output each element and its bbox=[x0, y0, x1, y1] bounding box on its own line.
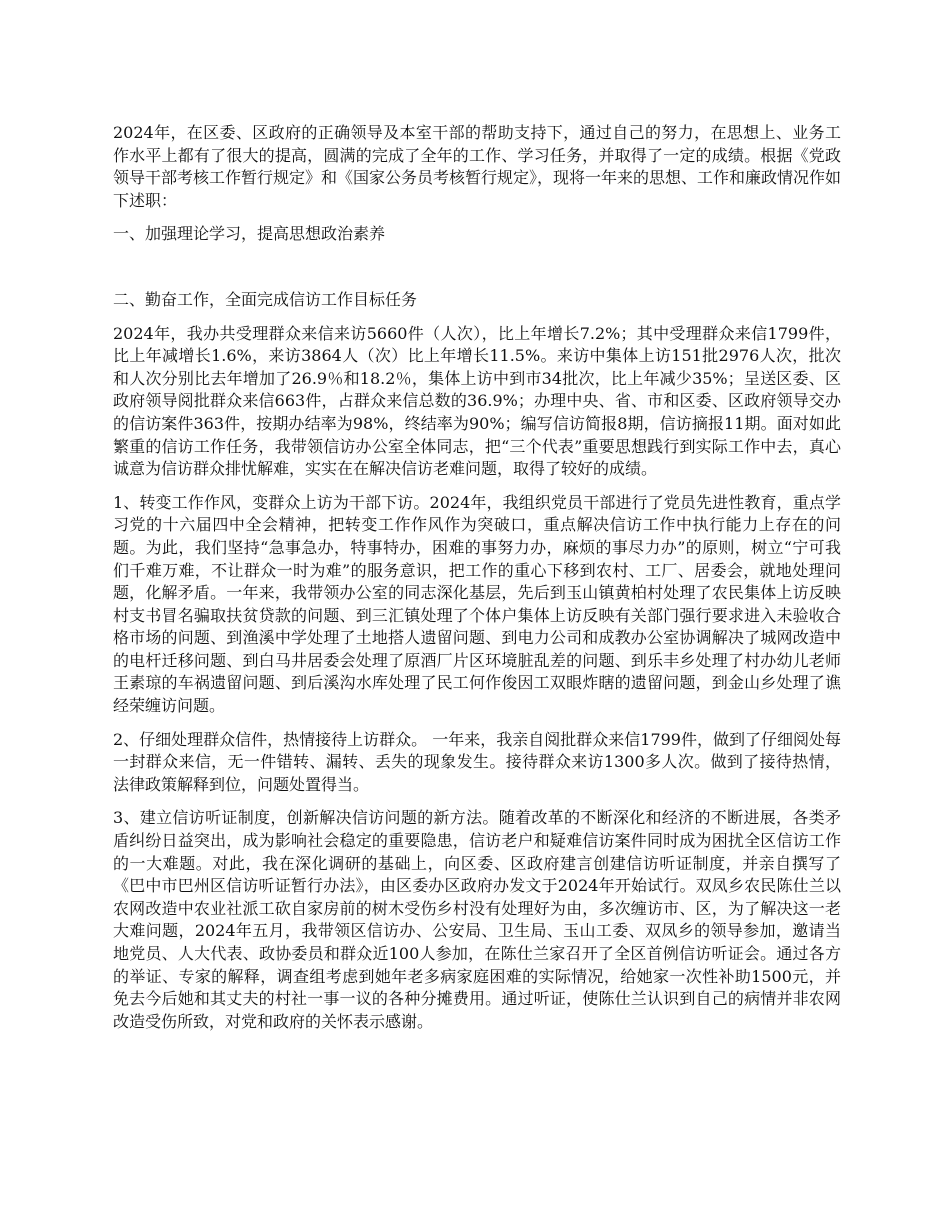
section2-paragraph: 2024年，我办共受理群众来信来访5660件（人次），比上年增长7.2%；其中受理群众来信1799件，比上年减增长1.6%，来访3864人（次）比上年增长11.5%。来访中集体上访151批2976人次，批次和人次分别比去年增加了26.9％和18.2％，集体上访中到市34批次，比上年减少35%；呈送区委、区政府领导阅批群众来信663件，占群众来信总数的36.9%；办理中央、省、市和区委、区政府领导交办的信访案件363件，按期办结率为98%，终结率为90%；编写信访简报8期，信访摘报11期。面对如此繁重的信访工作任务，我带领信访办公室全体同志，把“三个代表”重要思想践行到实际工作中去，真心诚意为信访群众排忧解难，实实在在解决信访老难问题，取得了较好的成绩。 bbox=[113, 323, 841, 479]
intro-paragraph: 2024年，在区委、区政府的正确领导及本室干部的帮助支持下，通过自己的努力，在思想上、业务工作水平上都有了很大的提高，圆满的完成了全年的工作、学习任务，并取得了一定的成绩。根据《党政领导干部考核工作暂行规定》和《国家公务员考核暂行规定》，现将一年来的思想、工作和廉政情况作如下述职： bbox=[113, 123, 842, 210]
document-body bbox=[113, 122, 841, 1044]
item1-paragraph: 1、转变工作作风，变群众上访为干部下访。2024年，我组织党员干部进行了党员先进性教育，重点学习党的十六届四中全会精神，把转变工作作风作为突破口，重点解决信访工作中执行能力上存在的问题。为此，我们坚持“急事急办，特事特办，困难的事努力办，麻烦的事尽力办”的原则，树立“宁可我们千难万难，不让群众一时为难”的服务意识，把工作的重心下移到农村、工厂、居委会，就地处理问题，化解矛盾。一年来，我带领办公室的同志深化基层，先后到玉山镇黄柏村处理了农民集体上访反映村支书冒名骗取扶贫贷款的问题、到三汇镇处理了个体户集体上访反映有关部门强行要求进入未验收合格市场的问题、到渔溪中学处理了土地搭人遗留问题、到电力公司和成教办公室协调解决了城网改造中的电杆迁移问题、到白马井居委会处理了原酒厂片区环境脏乱差的问题、到乐丰乡处理了村办幼儿老师王素琼的车祸遗留问题、到后溪沟水库处理了民工何作俊因工双眼炸瞎的遗留问题，到金山乡处理了谯经荣缠访问题。 bbox=[113, 492, 841, 716]
section2-heading: 二、勤奋工作，全面完成信访工作目标任务 bbox=[113, 289, 418, 309]
item2-paragraph: 2、仔细处理群众信件，热情接待上访群众。 一年来，我亲自阅批群众来信1799件，做到了仔细阅处每一封群众来信，无一件错转、漏转、丢失的现象发生。接待群众来访1300多人次。做到了接待热情，法律政策解释到位，问题处置得当。 bbox=[113, 729, 841, 794]
item3-paragraph: 3、建立信访听证制度，创新解决信访问题的新方法。随着改革的不断深化和经济的不断进展，各类矛盾纠纷日益突出，成为影响社会稳定的重要隐患，信访老户和疑难信访案件同时成为困扰全区信访工作的一大难题。对此，我在深化调研的基础上，向区委、区政府建言创建信访听证制度，并亲自撰写了《巴中市巴州区信访听证暂行办法》，由区委办区政府办发文于2024年开始试行。双凤乡农民陈仕兰以农网改造中农业社派工砍自家房前的树木受伤乡村没有处理好为由，多次缠访市、区，为了解决这一老大难问题，2024年五月，我带领区信访办、公安局、卫生局、玉山工委、双凤乡的领导参加，邀请当地党员、人大代表、政协委员和群众近100人参加，在陈仕兰家召开了全区首例信访听证会。通过各方的举证、专家的解释，调查组考虑到她年老多病家庭困难的实际情况，给她家一次性补助1500元，并免去今后她和其丈夫的村社一事一议的各种分摊费用。通过听证，使陈仕兰认识到自己的病情并非农网改造受伤所致，对党和政府的关怀表示感谢。 bbox=[113, 808, 841, 1031]
section1-heading: 一、加强理论学习，提高思想政治素养 bbox=[113, 224, 386, 244]
blank-space bbox=[113, 257, 841, 289]
